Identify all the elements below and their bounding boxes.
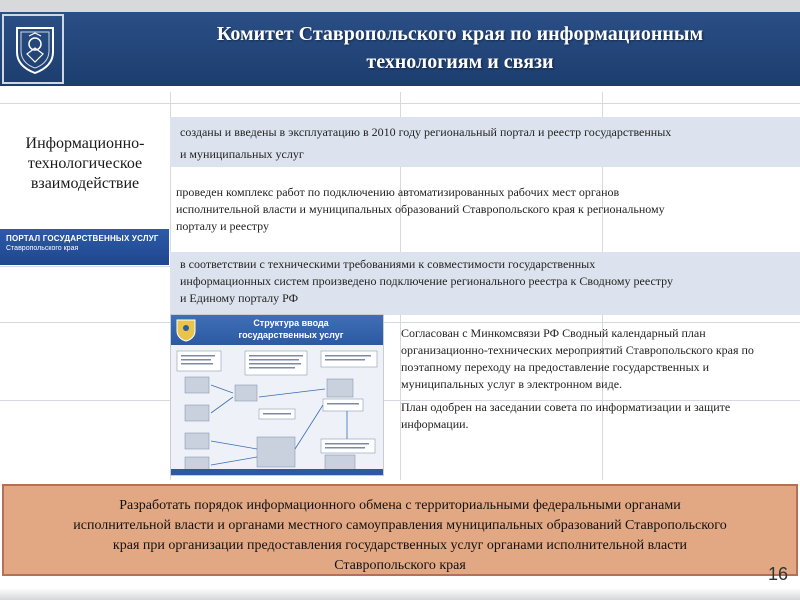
portal-banner-subtitle: Ставропольского края	[6, 245, 79, 252]
row-text: информационных систем произведено подключение регионального реестра к Сводному реестру	[180, 274, 674, 288]
task-callout-line: Разработать порядок информационного обмена с территориальными федеральными органами	[119, 498, 681, 513]
grid-row-line	[0, 103, 800, 104]
page-title	[140, 20, 780, 76]
diagram-footer	[171, 469, 384, 475]
plan-paragraph-2: План одобрен на заседании совета по информатизации и защите информации.	[401, 400, 731, 431]
plan-description	[401, 325, 793, 439]
task-callout-line: исполнительной власти и органами местного самоуправления муниципальных образований Ставропольского	[73, 518, 727, 533]
title-line-2: технологиям и связи	[366, 51, 554, 73]
diagram-header	[171, 315, 384, 345]
section-label-line: технологическое	[27, 155, 143, 172]
diagram-title	[201, 317, 381, 341]
row-text: и Единому порталу РФ	[180, 291, 299, 305]
achievement-row-3	[170, 252, 800, 315]
diagram-title-line: Структура ввода	[253, 318, 329, 328]
row-text: исполнительной власти и муниципальных образований Ставропольского края к региональному	[176, 202, 665, 216]
achievement-row-2	[170, 180, 800, 240]
task-callout-line: Ставропольского края	[334, 558, 466, 573]
content-area	[0, 92, 800, 480]
row-text: и муниципальных услуг	[180, 147, 304, 161]
row-text: в соответствии с техническими требованиями к совместимости государственных	[180, 257, 596, 271]
coat-of-arms-icon	[13, 24, 57, 74]
section-label-line: взаимодействие	[30, 175, 140, 192]
task-callout-box	[2, 484, 798, 576]
section-label-line: Информационно-	[25, 135, 145, 152]
emblem-frame	[2, 14, 64, 84]
achievement-row-1	[170, 117, 800, 167]
row-text: порталу и реестру	[176, 219, 270, 233]
diagram-graphic	[171, 345, 384, 476]
task-callout-line: края при организации предоставления государственных услуг органами исполнительной власти	[112, 538, 688, 553]
page-number: 16	[767, 564, 788, 584]
structure-diagram-image	[170, 314, 384, 476]
section-label	[0, 120, 170, 200]
row-text: проведен комплекс работ по подключению автоматизированных рабочих мест органов	[176, 185, 620, 199]
portal-banner-title: ПОРТАЛ ГОСУДАРСТВЕННЫХ УСЛУГ	[6, 234, 159, 243]
title-bar	[0, 12, 800, 86]
coat-of-arms-icon	[175, 318, 197, 342]
row-text: созданы и введены в эксплуатацию в 2010 году региональный портал и реестр государственных	[180, 125, 672, 139]
diagram-title-line: государственных услуг	[238, 330, 344, 340]
portal-banner	[0, 229, 169, 265]
grid-row-line	[0, 322, 800, 323]
diagram-body	[171, 345, 384, 476]
plan-paragraph-1: Согласован с Минкомсвязи РФ Сводный календарный план организационно-технических мероприятий Ставропольского края по поэтапному переходу на предоставление государственных и муниципальных услуг в электронном виде.	[401, 326, 754, 391]
title-line-1: Комитет Ставропольского края по информационным	[216, 23, 704, 45]
top-stripe	[0, 0, 800, 12]
footer-stripe	[0, 588, 800, 600]
